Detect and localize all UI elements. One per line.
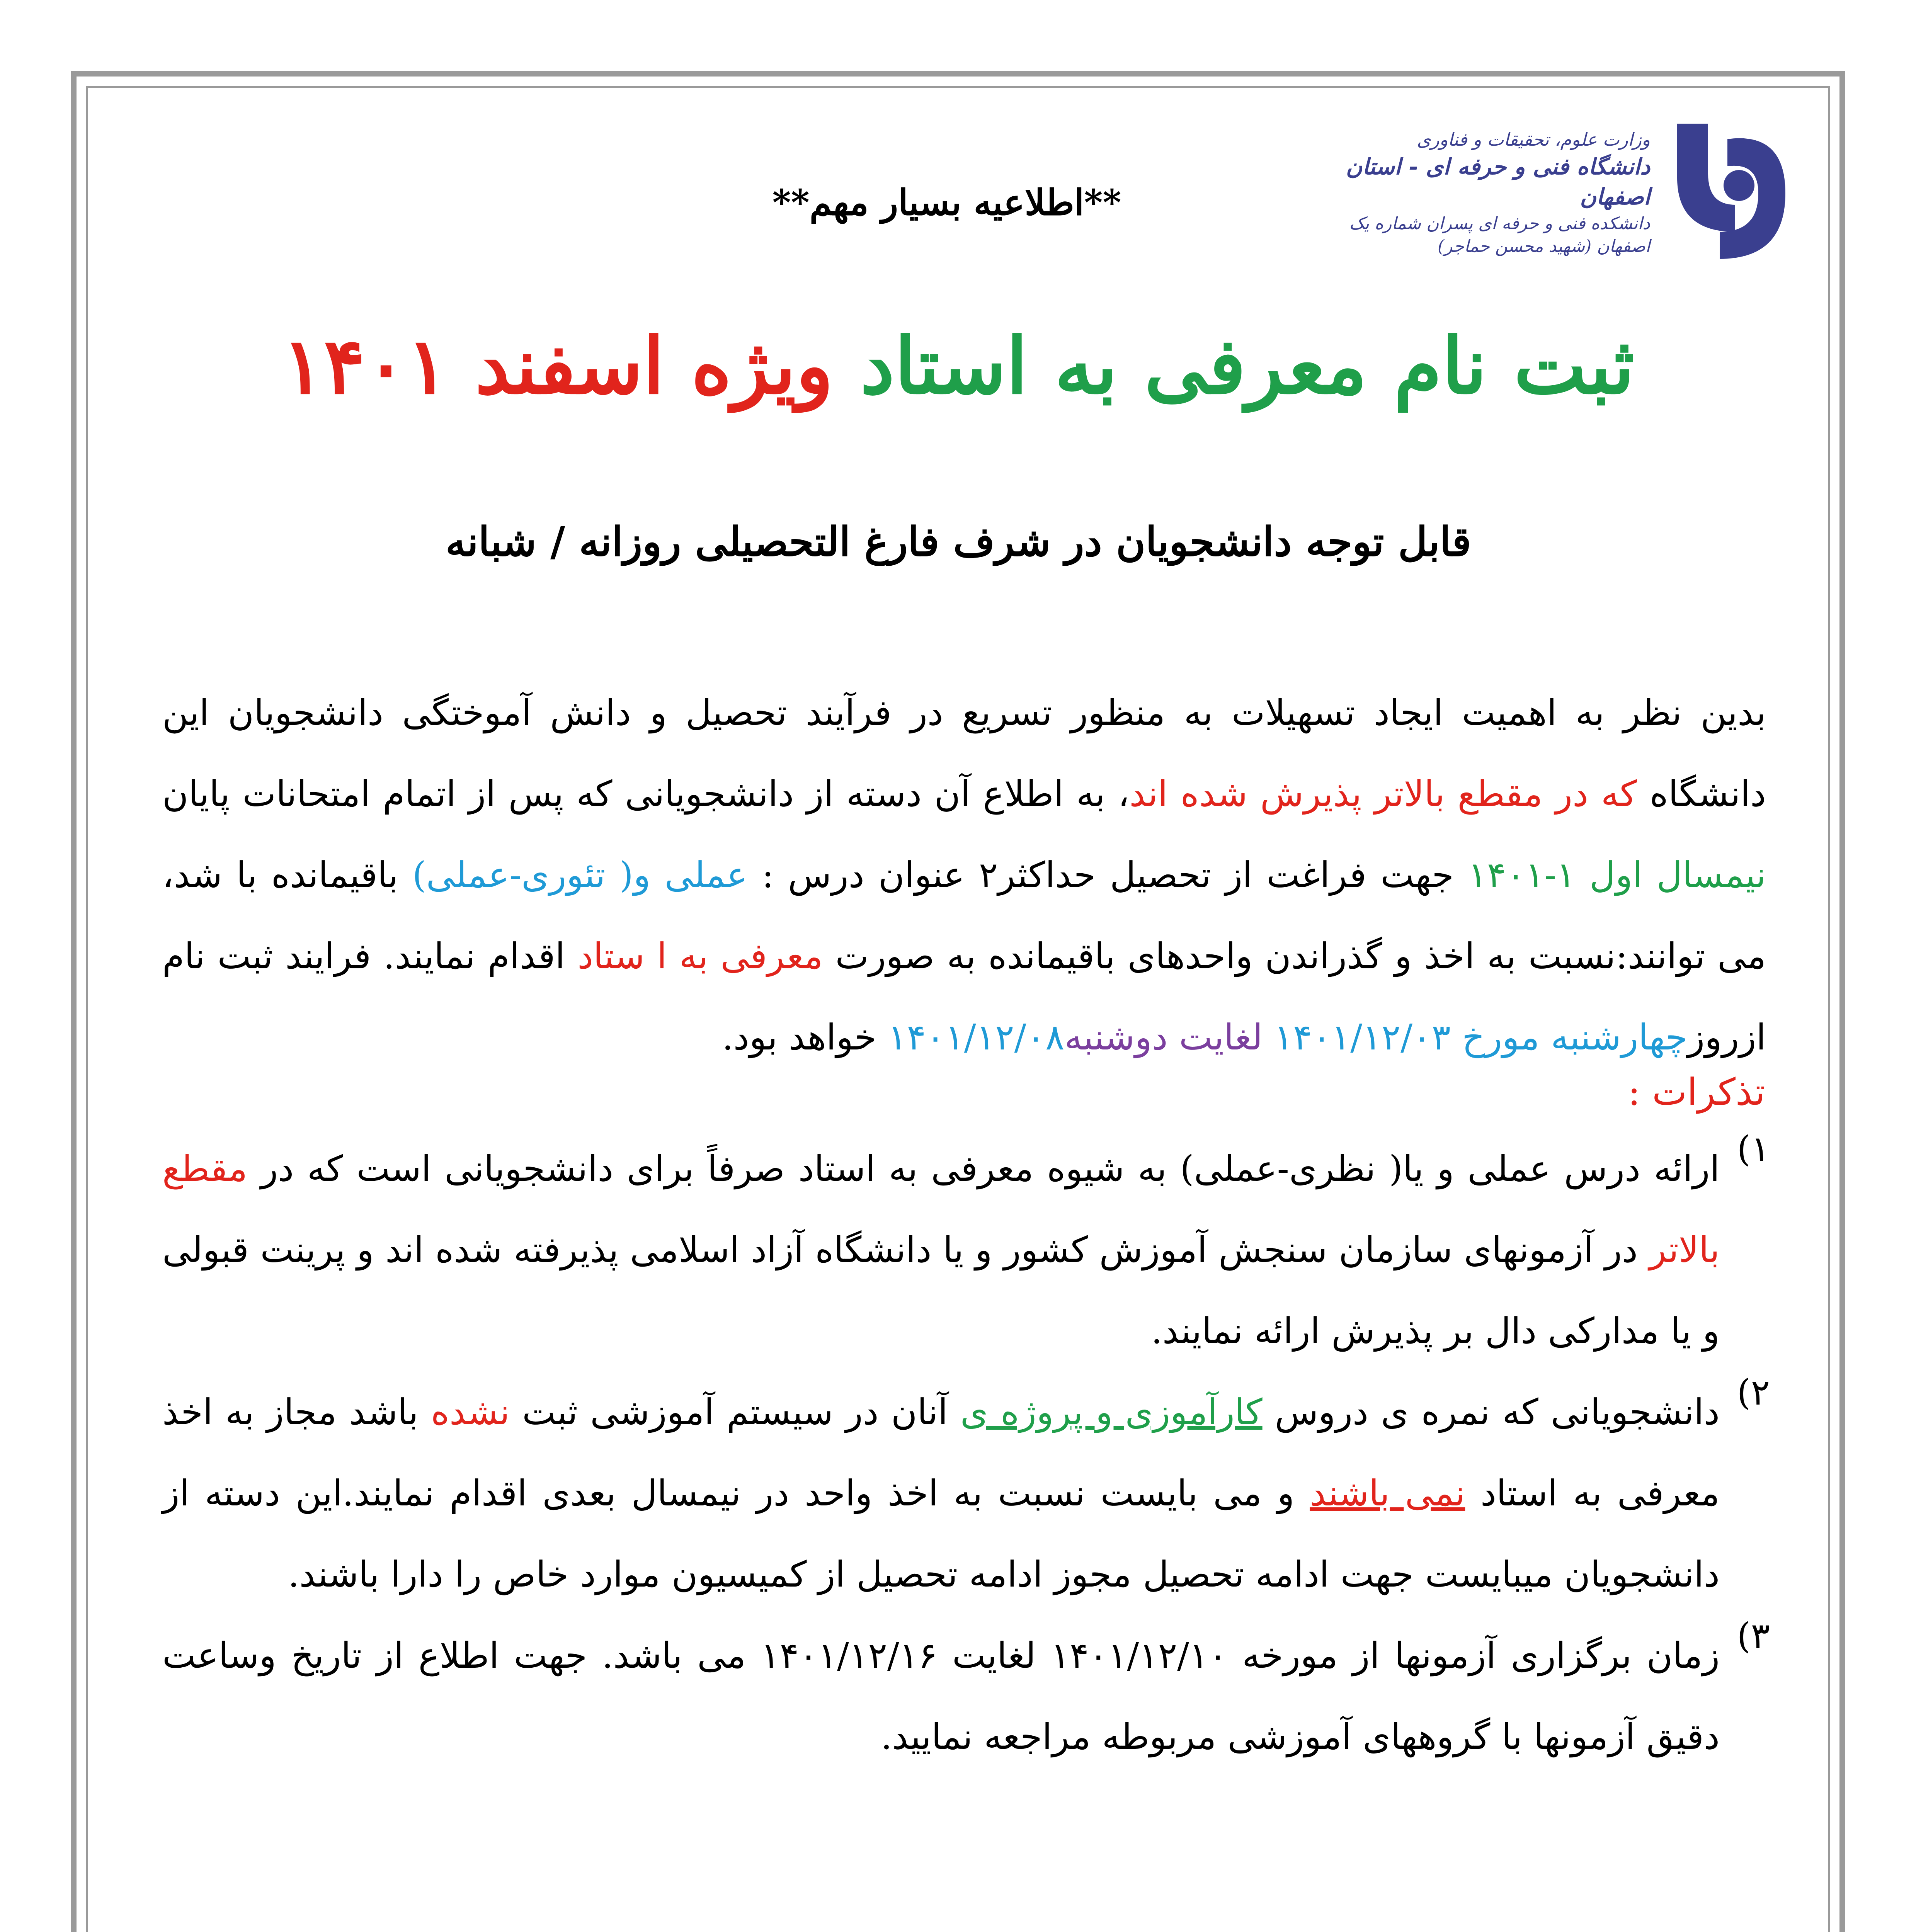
title-part-registration: ثبت نام معرفی به استاد <box>860 321 1635 412</box>
note-text <box>162 1372 1720 1615</box>
university-logo-icon <box>1654 116 1801 270</box>
note-segment: زمان برگزاری آزمونها از مورخه ۱۴۰۱/۱۲/۱۰ لغایت ۱۴۰۱/۱۲/۱۶ می باشد. جهت اطلاع از تاریخ وساعت دقیق آزمونها با گروههای آموزشی مربوطه مراجعه نمایید. <box>162 1635 1720 1757</box>
intro-text: خواهد بود. <box>722 1017 888 1058</box>
intro-text: اقدام نمایند. فرایند ثبت نام ازروز <box>162 935 1766 1058</box>
faculty-name: دانشکده فنی و حرفه ای پسران شماره یک اصفهان (شهید محسن حماجر) <box>1349 213 1650 257</box>
intro-highlight: نیمسال اول ۱-۱۴۰۱ <box>1468 854 1766 896</box>
university-header <box>1314 112 1801 274</box>
note-item <box>162 1128 1770 1372</box>
note-highlight: مقطع بالاتر <box>162 1148 1720 1270</box>
intro-text: بدین نظر به اهمیت ایجاد تسهیلات به منظور تسریع در فرآیند تحصیل و دانش آموختگی دانشجویان این دانشگاه <box>162 692 1766 815</box>
note-text <box>162 1128 1720 1372</box>
notes-heading: تذکرات : <box>1628 1070 1765 1114</box>
intro-highlight: عملی و( تئوری-عملی) <box>412 854 748 896</box>
intro-highlight: که در مقطع بالاتر پذیرش شده اند <box>1129 773 1637 815</box>
intro-highlight: معرفی به ا ستاد <box>577 935 823 977</box>
note-number: ۱) <box>1737 1128 1770 1170</box>
note-segment: و می بایست نسبت به اخذ واحد در نیمسال بعدی اقدام نمایند.این دسته از دانشجویان میبایست جهت ادامه تحصیل مجوز ادامه تحصیل از کمیسیون موارد خاص را دارا باشند. <box>162 1473 1720 1595</box>
note-number: ۲) <box>1737 1372 1770 1413</box>
university-name-block <box>1310 128 1650 258</box>
university-name: دانشگاه فنی و حرفه ای - استان اصفهان <box>1346 153 1650 210</box>
note-item <box>162 1615 1770 1777</box>
intro-paragraph <box>162 672 1766 1078</box>
note-highlight: نمی باشند <box>1310 1473 1465 1514</box>
note-segment: دانشجویانی که نمره ی دروس <box>1262 1391 1720 1433</box>
note-highlight: نشده <box>431 1391 510 1433</box>
intro-text: باقیمانده با شد، می توانند:نسبت به اخذ و گذراندن واحدهای باقیمانده به صورت <box>162 854 1766 977</box>
intro-highlight: ۱۴۰۱/۱۲/۰۸ <box>888 1017 1065 1058</box>
note-text <box>162 1615 1720 1777</box>
ministry-name: وزارت علوم، تحقیقات و فناوری <box>1417 129 1650 150</box>
note-segment: آنان در سیستم آموزشی ثبت <box>510 1391 960 1433</box>
page-subtitle: قابل توجه دانشجویان در شرف فارغ التحصیلی روزانه / شبانه <box>446 518 1471 565</box>
important-notice-label: **اطلاعیه بسیار مهم** <box>772 182 1121 223</box>
title-part-date: ویژه اسفند ۱۴۰۱ <box>282 321 834 412</box>
note-highlight: کارآموزی و پروژه ی <box>960 1391 1263 1433</box>
intro-highlight: لغایت دوشنبه <box>1064 1017 1274 1058</box>
note-item <box>162 1372 1770 1615</box>
note-segment: در آزمونهای سازمان سنجش آموزش کشور و یا دانشگاه آزاد اسلامی پذیرفته شده اند و پرینت قبولی و یا مدارکی دال بر پذیرش ارائه نمایند. <box>162 1229 1720 1352</box>
page-title <box>170 321 1747 412</box>
note-segment: باشد مجاز به اخذ معرفی به استاد <box>162 1391 1720 1514</box>
note-segment: ارائه درس عملی و یا( نظری-عملی) به شیوه معرفی به استاد صرفاً برای دانشجویانی است که در <box>247 1148 1720 1189</box>
intro-text: جهت فراغت از تحصیل حداکثر۲ عنوان درس : <box>747 854 1468 896</box>
intro-text: ، به اطلاع آن دسته از دانشجویانی که پس از اتمام امتحانات پایان <box>162 773 1130 815</box>
note-number: ۳) <box>1737 1615 1770 1656</box>
intro-highlight: چهارشنبه مورخ ۱۴۰۱/۱۲/۰۳ <box>1274 1017 1688 1058</box>
